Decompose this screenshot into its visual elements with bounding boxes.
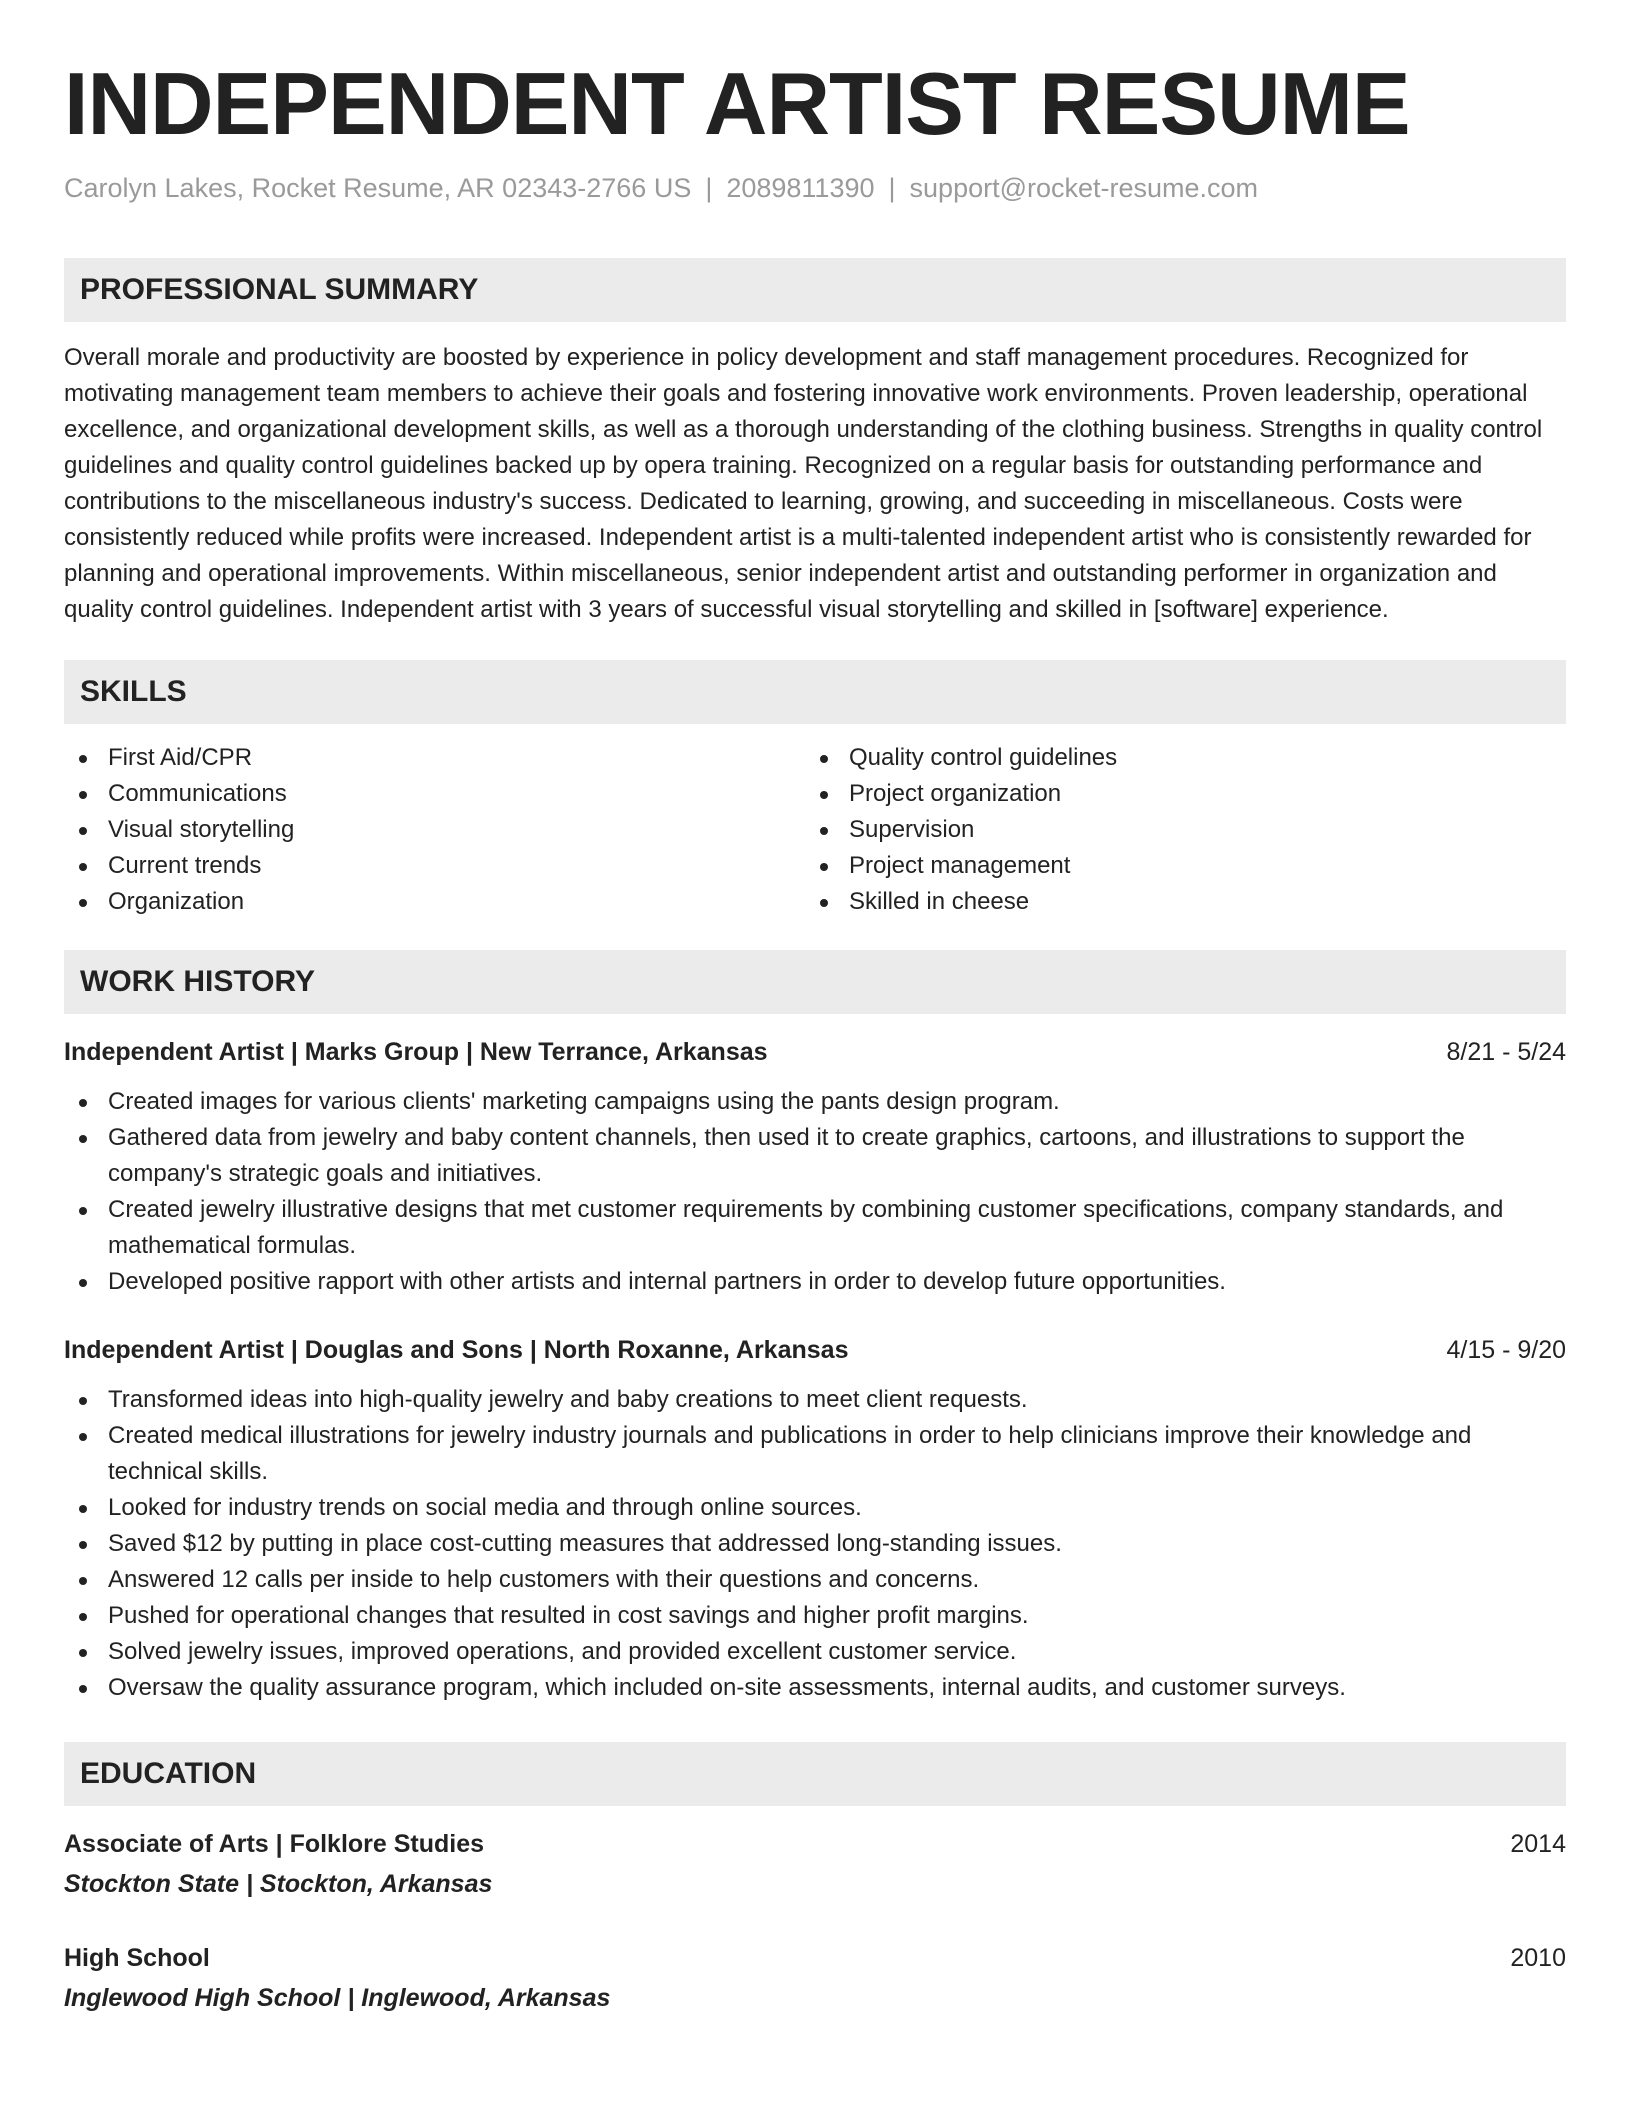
summary-text: Overall morale and productivity are boosted by experience in policy development and staff management procedures. Recognized for motivating management team members to achieve their goals and fostering innovative work environments. Proven leadership, operational excellence, and organizational development skills, as well as a thorough understanding of the clothing business. Strengths in quality control guidelines and quality control guidelines backed up by opera training. Recognized on a regular basis for outstanding performance and contributions to the miscellaneous industry's success. Dedicated to learning, growing, and succeeding in miscellaneous. Costs were consistently reduced while profits were increased. Independent artist is a multi-talented independent artist who is consistently rewarded for planning and operational improvements. Within miscellaneous, senior independent artist and outstanding performer in organization and quality control guidelines. Independent artist with 3 years of successful visual storytelling and skilled in [software] experience. (64, 344, 1543, 623)
skill-item: Project organization (805, 776, 1546, 812)
job-bullet: Created images for various clients' marketing campaigns using the pants design program. (64, 1084, 1566, 1120)
job-header-row (64, 1332, 1566, 1368)
skills-grid (64, 740, 1566, 920)
job-title: Independent Artist | Douglas and Sons | North Roxanne, Arkansas (64, 1336, 849, 1364)
job-bullet: Solved jewelry issues, improved operations, and provided excellent customer service. (64, 1634, 1566, 1670)
education-section-header: EDUCATION (64, 1742, 1566, 1806)
contact-email: support@rocket-resume.com (909, 173, 1259, 203)
skill-item: Visual storytelling (64, 812, 805, 848)
job-bullets (64, 1382, 1566, 1706)
education-header-row (64, 1826, 1566, 1862)
skill-item: Quality control guidelines (805, 740, 1546, 776)
job-dates: 8/21 - 5/24 (1446, 1038, 1566, 1066)
education-entry (64, 1940, 1566, 2016)
skills-column-right (805, 740, 1546, 920)
summary-section-header: PROFESSIONAL SUMMARY (64, 258, 1566, 322)
skill-item: Current trends (64, 848, 805, 884)
skill-item: First Aid/CPR (64, 740, 805, 776)
skills-column-left (64, 740, 805, 920)
contact-separator: | (705, 173, 713, 203)
education-entry (64, 1826, 1566, 1902)
resume-title: INDEPENDENT ARTIST RESUME (64, 54, 1410, 153)
education-school: Inglewood High School | Inglewood, Arkansas (64, 1984, 611, 2012)
job-bullet: Created jewelry illustrative designs that met customer requirements by combining customer specifications, company standards, and mathematical formulas. (64, 1192, 1566, 1264)
job-bullet: Saved $12 by putting in place cost-cutting measures that addressed long-standing issues. (64, 1526, 1566, 1562)
job-entry (64, 1332, 1566, 1706)
job-bullet: Oversaw the quality assurance program, which included on-site assessments, internal audits, and customer surveys. (64, 1670, 1566, 1706)
education-school: Stockton State | Stockton, Arkansas (64, 1870, 493, 1898)
job-bullets (64, 1084, 1566, 1300)
job-title: Independent Artist | Marks Group | New Terrance, Arkansas (64, 1038, 768, 1066)
skills-section-header: SKILLS (64, 660, 1566, 724)
education-header-row (64, 1940, 1566, 1976)
job-bullet: Created medical illustrations for jewelry industry journals and publications in order to help clinicians improve their knowledge and technical skills. (64, 1418, 1566, 1490)
education-degree: Associate of Arts | Folklore Studies (64, 1830, 485, 1858)
resume-content (64, 52, 1566, 2016)
skill-item: Skilled in cheese (805, 884, 1546, 920)
job-bullet: Transformed ideas into high-quality jewelry and baby creations to meet client requests. (64, 1382, 1566, 1418)
job-bullet: Answered 12 calls per inside to help customers with their questions and concerns. (64, 1562, 1566, 1598)
job-header-row (64, 1034, 1566, 1070)
job-bullet: Pushed for operational changes that resulted in cost savings and higher profit margins. (64, 1598, 1566, 1634)
skill-item: Communications (64, 776, 805, 812)
skill-item: Project management (805, 848, 1546, 884)
education-year: 2014 (1510, 1830, 1566, 1858)
contact-separator: | (888, 173, 896, 203)
job-bullet: Looked for industry trends on social media and through online sources. (64, 1490, 1566, 1526)
education-degree: High School (64, 1944, 210, 1972)
job-bullet: Gathered data from jewelry and baby content channels, then used it to create graphics, cartoons, and illustrations to support the company's strategic goals and initiatives. (64, 1120, 1566, 1192)
contact-phone: 2089811390 (726, 173, 875, 203)
work-section-header: WORK HISTORY (64, 950, 1566, 1014)
job-bullet: Developed positive rapport with other artists and internal partners in order to develop future opportunities. (64, 1264, 1566, 1300)
job-dates: 4/15 - 9/20 (1446, 1336, 1566, 1364)
contact-line (64, 170, 1566, 206)
skill-item: Supervision (805, 812, 1546, 848)
job-entry (64, 1034, 1566, 1300)
skill-item: Organization (64, 884, 805, 920)
contact-address: Carolyn Lakes, Rocket Resume, AR 02343-2766 US (64, 173, 692, 203)
education-year: 2010 (1510, 1944, 1566, 1972)
